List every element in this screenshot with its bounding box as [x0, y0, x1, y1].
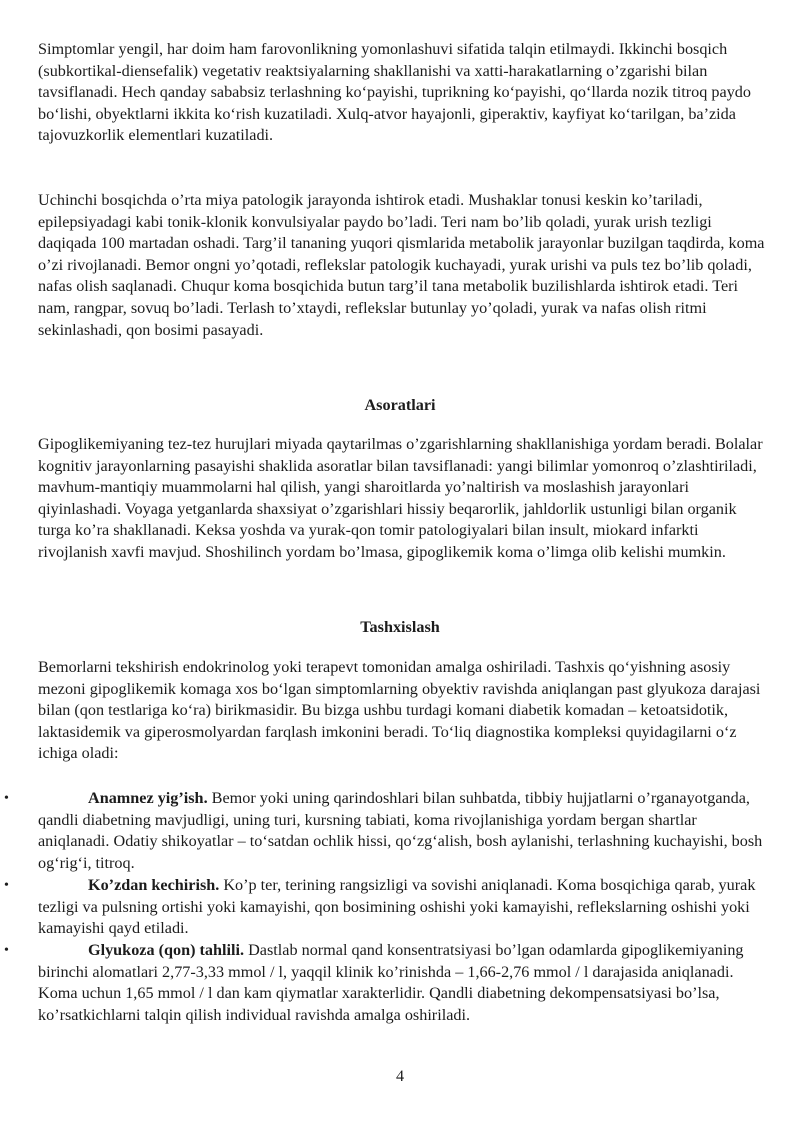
page-number: 4 — [395, 1067, 405, 1085]
list-item-lead: Anamnez yig’ish. — [88, 789, 208, 807]
bullet-icon: • — [4, 943, 9, 958]
list-item-examination — [4, 875, 766, 940]
paragraph-complications: Gipoglikemiyaning tez-tez hurujlari miyada qaytarilmas o’zgarishlarning shakllanishiga yordam beradi. Bolalar kognitiv jarayonlarning pasayishi shaklida asoratlar bilan tavsiflanadi: yangi bilimlar yomonroq o’zlashtiriladi, mavhum-mantiqiy muammolarni hal qilish, yangi sharoitlarda yo’naltirish va moslashish jarayonlari qiyinlashadi. Voyaga yetganlarda shaxsiyat o’zgarishlari hissiy beqarorlik, jahldorlik ustunligi bilan organik turga ko’ra shakllanadi. Keksa yoshda va yurak-qon tomir patologiyalari bilan insult, miokard infarkti rivojlanish xavfi mavjud. Shoshilinch yordam bo’lmasa, gipoglikemik koma o’limga olib kelishi mumkin. — [38, 435, 763, 561]
paragraph-diagnosis-intro: Bemorlarni tekshirish endokrinolog yoki terapevt tomonidan amalga oshiriladi. Tashxis qoʻyishning asosiy mezoni gipoglikemik komaga xos boʻlgan simptomlarning obyektiv ravishda aniqlangan past glyukoza darajasi bilan (qon testlariga koʻra) birikmasidir. Bu bizga ushbu turdagi komani diabetik komadan – ketoatsidotik, laktasidemik va giperosmolyardan farqlash imkonini beradi. Toʻliq diagnostika kompleksi quyidagilarni oʻz ichiga oladi: — [38, 658, 761, 763]
bullet-icon: • — [4, 878, 9, 893]
list-item-text: Ko’p ter, terining rangsizligi va sovishi aniqlanadi. Koma bosqichiga qarab, yurak tezligi va pulsning ortishi yoki kamayishi, qon bosimining oshishi yoki kamayishi, reflekslarning oshishi yoki kamayishi qayd etiladi. — [38, 876, 756, 938]
list-item-text: Bemor yoki uning qarindoshlari bilan suhbatda, tibbiy hujjatlarni o’rganayotganda, qandli diabetning mavjudligi, uning turi, kursning tabiati, koma rivojlanishiga yordam bergan shartlar aniqlanadi. Odatiy shikoyatlar – toʻsatdan ochlik hissi, qoʻzgʻalish, bosh aylanishi, terlashning kuchayishi, bosh ogʻrigʻi, titroq. — [38, 789, 763, 872]
bullet-icon: • — [4, 791, 9, 806]
list-item-glucose-test — [4, 940, 766, 1026]
list-item-anamnesis — [4, 788, 766, 874]
list-item-lead: Ko’zdan kechirish. — [88, 876, 220, 894]
section-heading-complications: Asoratlari — [364, 396, 436, 414]
list-item-lead: Glyukoza (qon) tahlili. — [88, 941, 245, 959]
list-item-text: Dastlab normal qand konsentratsiyasi bo’lgan odamlarda gipoglikemiyaning birinchi alomatlari 2,77-3,33 mmol / l, yaqqil klinik ko’rinishda – 1,66-2,76 mmol / l darajasida aniqlanadi. Koma uchun 1,65 mmol / l dan kam qiymatlar xarakterlidir. Qandli diabetning dekompensatsiyasi bo’lsa, ko’rsatkichlarni talqin qilish individual ravishda amalga oshiriladi. — [38, 941, 744, 1024]
paragraph-symptoms-stage2: Simptomlar yengil, har doim ham farovonlikning yomonlashuvi sifatida talqin etilmaydi. Ikkinchi bosqich (subkortikal-diensefalik) vegetativ reaktsiyalarning shakllanishi va xatti-harakatlarning o’zgarishi bilan tavsiflanadi. Hech qanday sababsiz terlashning koʻpayishi, tuprikning koʻpayishi, qoʻllarda nozik titroq paydo boʻlishi, obyektlarni ikkita koʻrish kuzatiladi. Xulq-atvor hayajonli, giperaktiv, kayfiyat koʻtarilgan, baʼzida tajovuzkorlik elementlari kuzatiladi. — [38, 40, 751, 145]
section-heading-diagnosis: Tashxislash — [360, 618, 440, 636]
paragraph-stage3-coma: Uchinchi bosqichda o’rta miya patologik jarayonda ishtirok etadi. Mushaklar tonusi keskin ko’tariladi, epilepsiyadagi kabi tonik-klonik konvulsiyalar paydo bo’ladi. Teri nam bo’lib qoladi, yurak urish tezligi daqiqada 100 martadan oshadi. Targ’il tananing yuqori qismlarida metabolik jarayonlar buzilgan taqdirda, koma o’zi rivojlanadi. Bemor ongni yo’qotadi, reflekslar patologik kuchayadi, yurak urishi va puls tez bo’lib qoladi, nafas olish saqlanadi. Chuqur koma bosqichida butun targ’il tana metabolik buzilishlarda ishtirok etadi. Teri nam, rangpar, sovuq boʼladi. Terlash to’xtaydi, reflekslar butunlay yo’qoladi, yurak va nafas olish ritmi sekinlashadi, qon bosimi pasayadi. — [38, 191, 765, 339]
